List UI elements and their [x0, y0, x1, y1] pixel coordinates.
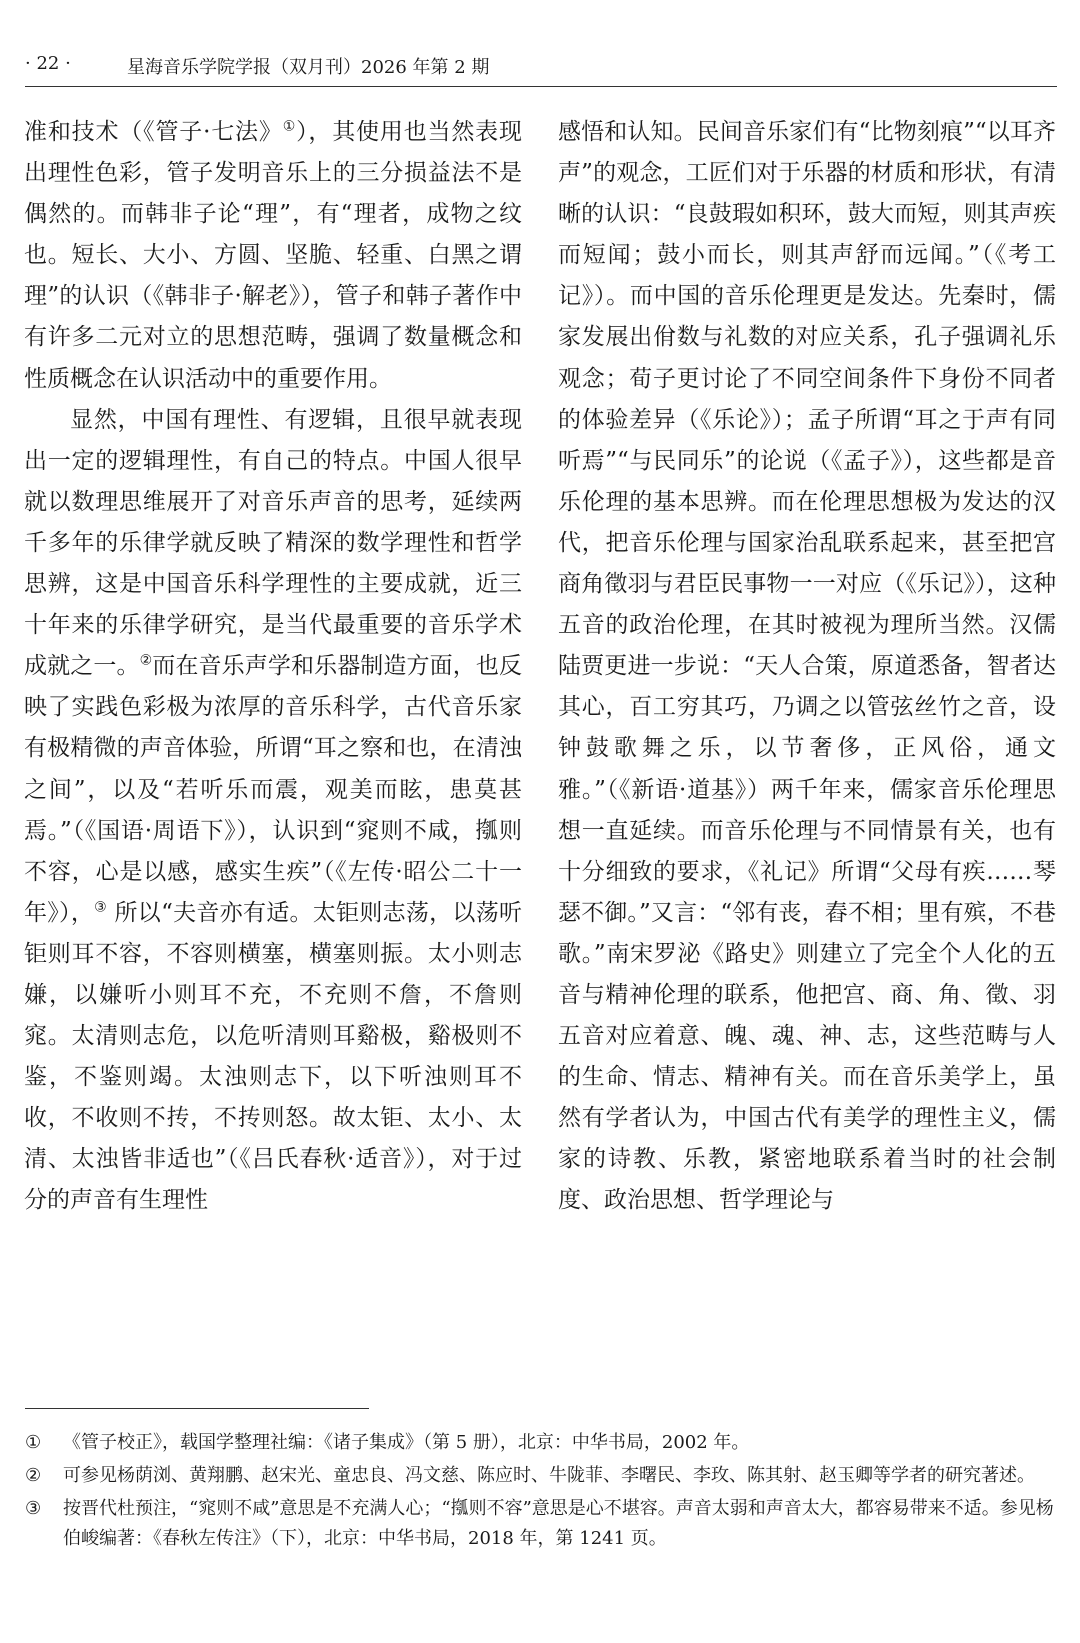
footnote-mark: ①: [25, 1432, 42, 1453]
paragraph-3: 感悟和认知。民间音乐家们有“比物刻痕”“以耳齐声”的观念，工匠们对于乐器的材质和形状，有清晰的认识：“良鼓瑕如积环，鼓大而短，则其声疾而短闻；鼓小而长，则其声舒而远闻。”（《考工记》）。而中国的音乐伦理更是发达。先秦时，儒家发展出佾数与礼数的对应关系，孔子强调礼乐观念；荀子更讨论了不同空间条件下身份不同者的体验差异（《乐论》）；孟子所谓“耳之于声有同听焉”“与民同乐”的论说（《孟子》），这些都是音乐伦理的基本思辨。而在伦理思想极为发达的汉代，把音乐伦理与国家治乱联系起来，甚至把宫商角徵羽与君臣民事物一一对应（《乐记》），这种五音的政治伦理，在其时被视为理所当然。汉儒陆贾更进一步说：“天人合策，原道悉备，智者达其心，百工穷其巧，乃调之以管弦丝竹之音，设钟鼓歌舞之乐，以节奢侈，正风俗，通文雅。”（《新语·道基》）两千年来，儒家音乐伦理思想一直延续。而音乐伦理与不同情景有关，也有十分细致的要求，《礼记》所谓“父母有疾……琴瑟不御。”又言：“邻有丧，舂不相；里有殡，不巷歌。”南宋罗泌《路史》则建立了完全个人化的五音与精神伦理的联系，他把宫、商、角、徵、羽五音对应着意、魄、魂、神、志，这些范畴与人的生命、情志、精神有关。而在音乐美学上，虽然有学者认为，中国古代有美学的理性主义，儒家的诗教、乐教，紧密地联系着当时的社会制度、政治思想、哲学理论与: [558, 119, 1056, 1214]
footnote-text: 《管子校正》，载国学整理社编：《诸子集成》（第 5 册），北京：中华书局，2002 年。: [63, 1432, 750, 1453]
paragraph-text: ），其使用也当然表现出理性色彩，管子发明音乐上的三分损益法不是偶然的。而韩非子论“理”，有“理者，成物之纹也。短长、大小、方圆、坚脆、轻重、白黑之谓理”的认识（《韩非子·解老》），管子和韩子著作中有许多二元对立的思想范畴，强调了数量概念和性质概念在认识活动中的重要作用。: [24, 119, 522, 392]
left-column: [24, 112, 522, 1222]
journal-title: 星海音乐学院学报（双月刊）2026 年第 2 期: [127, 57, 490, 78]
footnote-mark: ③: [25, 1498, 42, 1519]
footnote-ref-3[interactable]: ③: [94, 899, 107, 916]
footnotes: [25, 1428, 1055, 1557]
paragraph-text: 显然，中国有理性、有逻辑，且很早就表现出一定的逻辑理性，有自己的特点。中国人很早就以数理思维展开了对音乐声音的思考，延续两千多年的乐律学就反映了精深的数学理性和哲学思辨，这是中国音乐科学理性的主要成就，近三十年来的乐律学研究，是当代最重要的音乐学术成就之一。: [24, 406, 522, 680]
footnote-item: [25, 1494, 1055, 1554]
footnote-rule: [25, 1408, 369, 1409]
footnote-text: 可参见杨荫浏、黄翔鹏、赵宋光、童忠良、冯文慈、陈应时、牛陇菲、李曙民、李玫、陈其射、赵玉卿等学者的研究著述。: [63, 1465, 1035, 1486]
paragraph-1: [24, 112, 522, 400]
running-header: [25, 48, 1057, 88]
page-number: · 22 ·: [25, 53, 71, 74]
footnote-mark: ②: [25, 1465, 42, 1486]
footnote-text: 按晋代杜预注，“窕则不咸”意思是不充满人心；“摦则不容”意思是心不堪容。声音太弱和声音太大，都容易带来不适。参见杨伯峻编著：《春秋左传注》（下），北京：中华书局，2018 年，第 1241 页。: [63, 1498, 1054, 1549]
right-column: [558, 112, 1056, 1222]
footnote-item: [25, 1428, 1055, 1458]
paragraph-text: 所以“夫音亦有适。太钜则志荡，以荡听钜则耳不容，不容则横塞，横塞则振。太小则志嫌，以嫌听小则耳不充，不充则不詹，不詹则窕。太清则志危，以危听清则耳谿极，谿极则不鉴，不鉴则竭。太浊则志下，以下听浊则耳不收，不收则不抟，不抟则怒。故太钜、太小、太清、太浊皆非适也”（《吕氏春秋·适音》），对于过分的声音有生理性: [24, 899, 522, 1214]
header-rule: [25, 86, 1057, 87]
paragraph-text: 准和技术（《管子·七法》: [24, 119, 283, 145]
footnote-ref-1[interactable]: ①: [282, 118, 297, 135]
footnote-item: [25, 1461, 1055, 1491]
footnote-ref-2[interactable]: ②: [139, 652, 153, 669]
paragraph-text: 而在音乐声学和乐器制造方面，也反映了实践色彩极为浓厚的音乐科学，古代音乐家有极精微的声音体验，所谓“耳之察和也，在清浊之间”，以及“若听乐而震，观美而眩，患莫甚焉。”（《国语·周语下》），认识到“窕则不咸，摦则不容，心是以感，感实生疾”（《左传·昭公二十一年》），: [24, 653, 523, 926]
paragraph-2: [24, 400, 522, 1222]
